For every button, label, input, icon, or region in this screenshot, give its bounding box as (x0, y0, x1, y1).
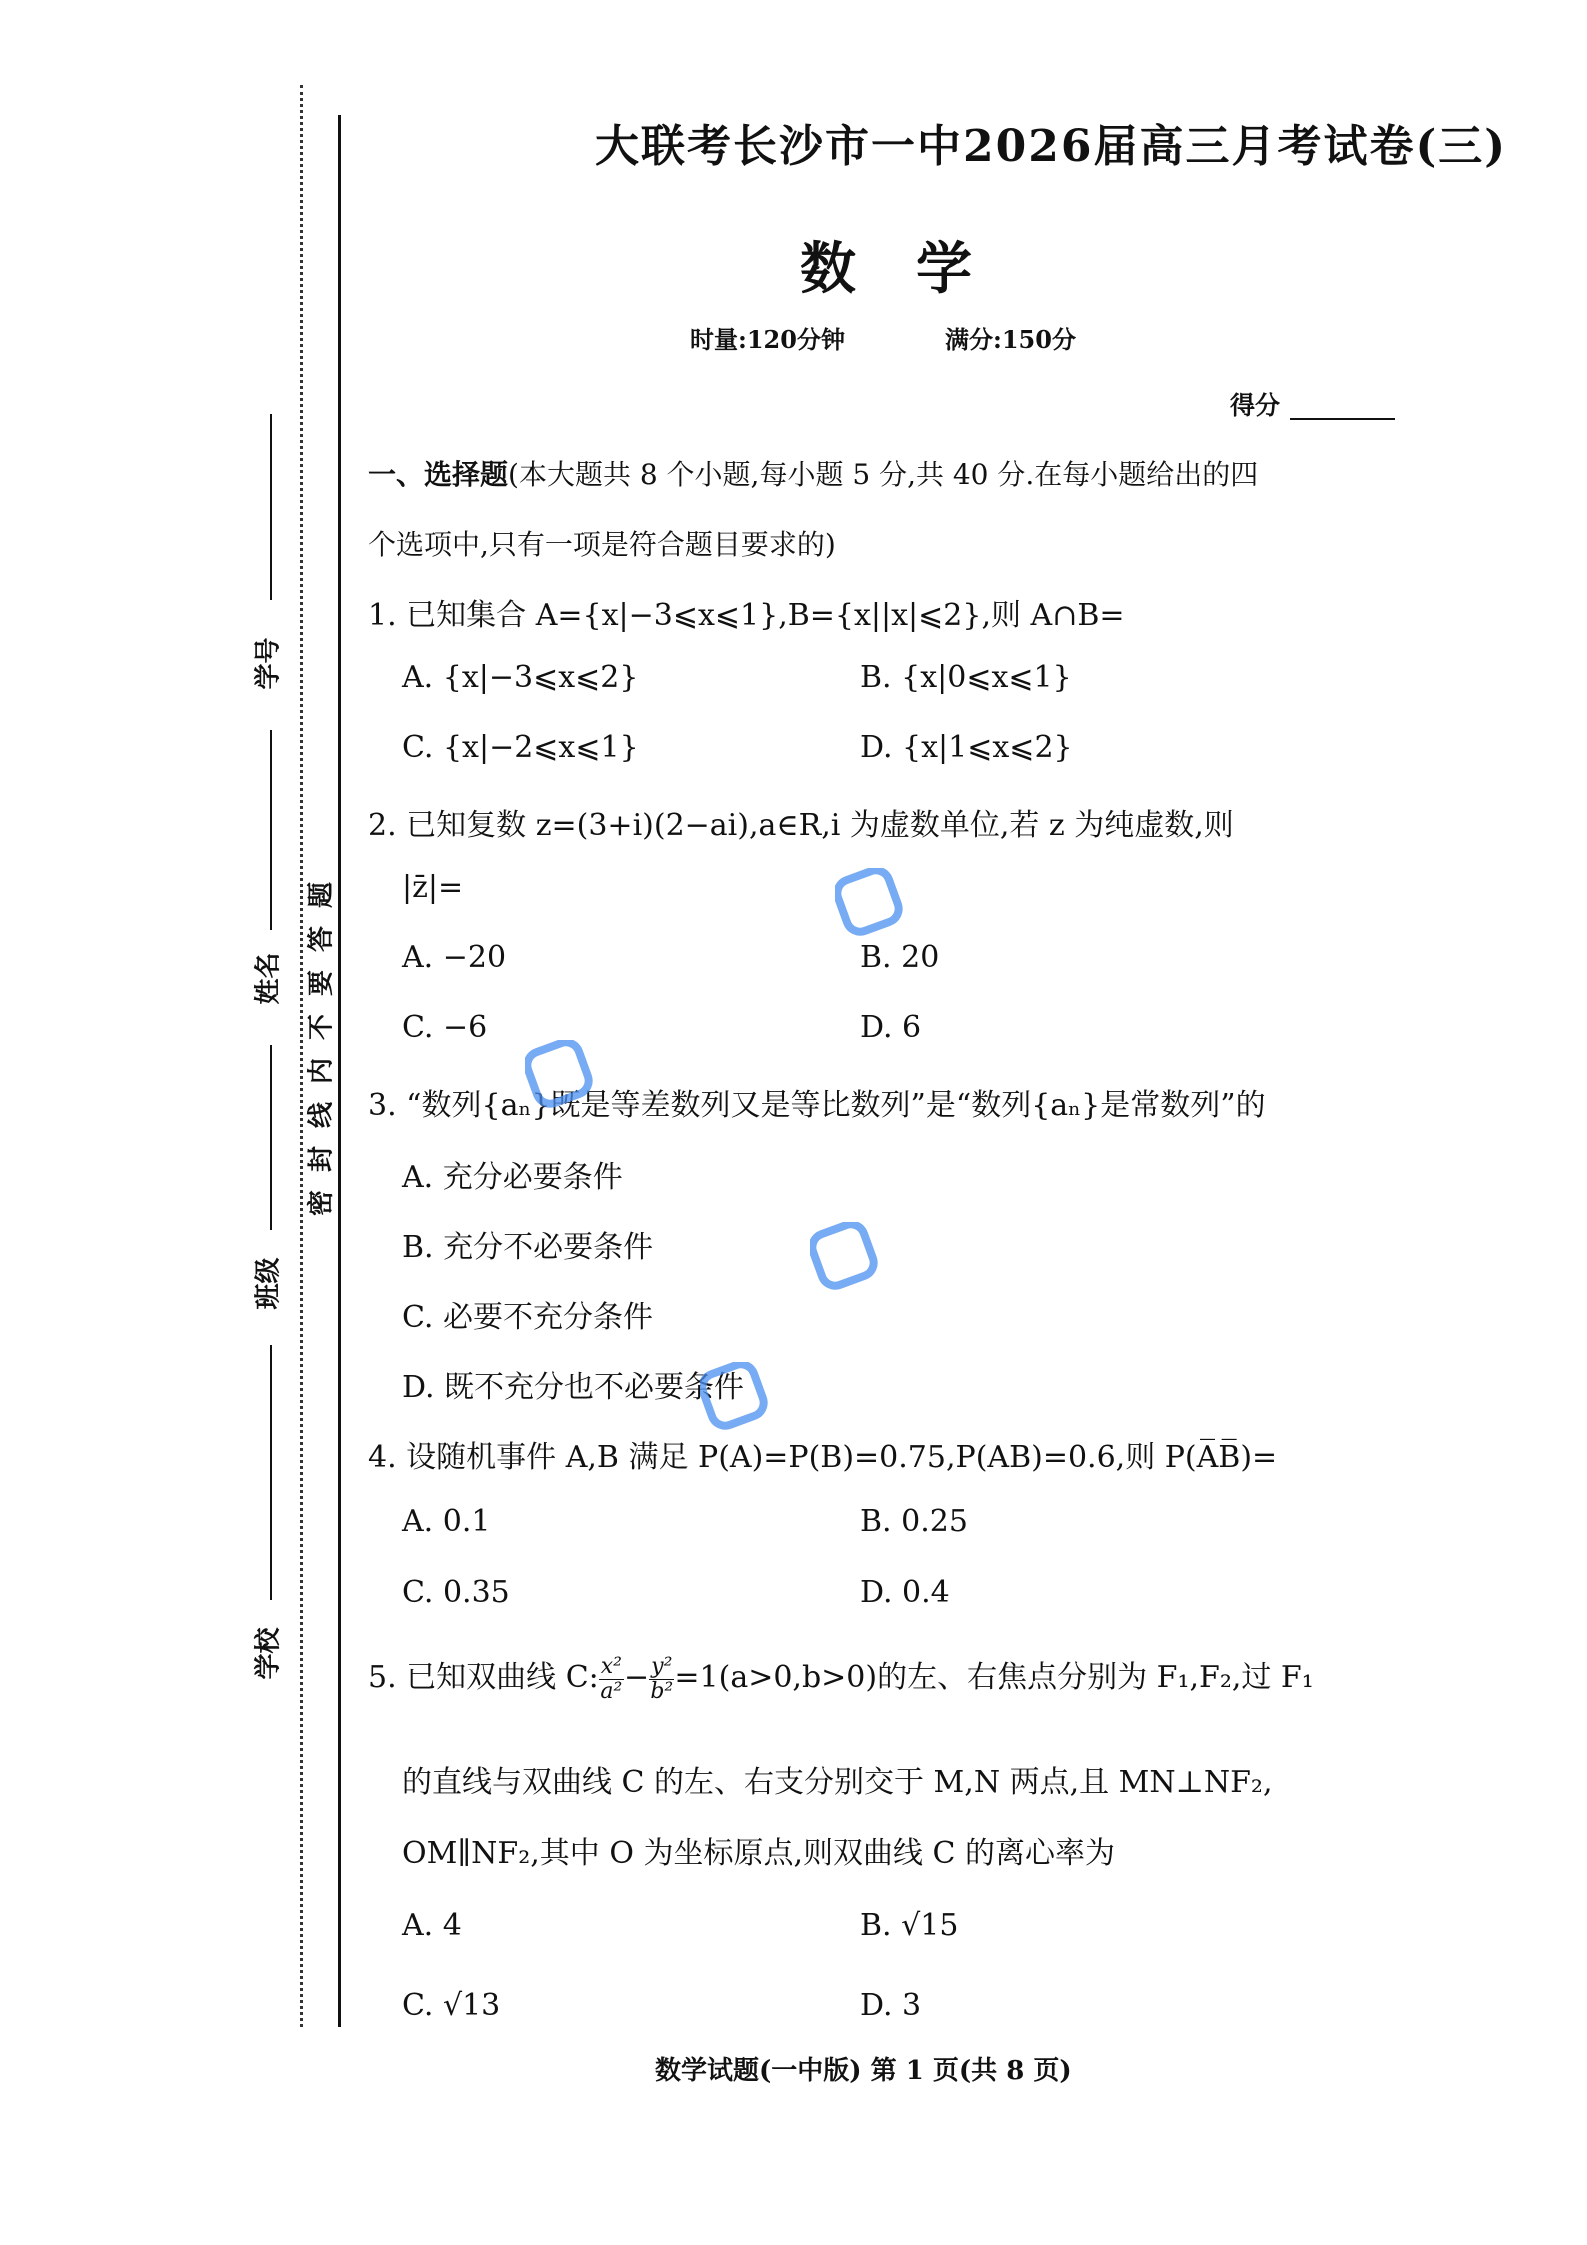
question-5-option-a: A. 4 (402, 1908, 462, 1943)
question-1-option-d: D. {x|1⩽x⩽2} (860, 730, 1073, 765)
fraction-y2-b2 (649, 1655, 674, 1702)
fraction-numerator: y² (651, 1654, 673, 1680)
question-3-option-c: C. 必要不充分条件 (402, 1300, 653, 1335)
question-2-option-b: B. 20 (860, 940, 940, 975)
question-5-stem (368, 1652, 1314, 1703)
question-4-stem: 4. 设随机事件 A,B 满足 P(A)=P(B)=0.75,P(AB)=0.6,则 P(A̅B̅)= (368, 1440, 1278, 1475)
watermark-logo-icon (700, 1362, 770, 1432)
fraction-denominator: a² (600, 1678, 623, 1704)
student-no-label: 学号 (253, 637, 284, 690)
full-score: 满分:150分 (945, 325, 1076, 354)
page-footer: 数学试题(一中版) 第 1 页(共 8 页) (655, 2056, 1072, 2086)
question-3-stem: 3. “数列{aₙ}既是等差数列又是等比数列”是“数列{aₙ}是常数列”的 (368, 1088, 1266, 1123)
question-4-option-a: A. 0.1 (402, 1504, 491, 1539)
watermark-logo-icon (810, 1222, 880, 1292)
score-blank[interactable] (1290, 418, 1395, 420)
question-2-option-d: D. 6 (860, 1010, 922, 1045)
school-blank[interactable] (270, 1345, 272, 1600)
question-1-option-b: B. {x|0⩽x⩽1} (860, 660, 1072, 695)
question-2-stem-2: |z̄|= (402, 870, 464, 905)
question-5-suffix: =1(a>0,b>0)的左、右焦点分别为 F₁,F₂,过 F₁ (674, 1660, 1314, 1695)
seal-notice: 密封线内不要答题 (306, 863, 337, 1217)
question-4-option-b: B. 0.25 (860, 1504, 968, 1539)
question-2-option-a: A. −20 (402, 940, 507, 975)
name-label: 姓名 (253, 952, 284, 1005)
school-label: 学校 (253, 1627, 284, 1680)
section-desc: (本大题共 8 个小题,每小题 5 分,共 40 分.在每小题给出的四 (508, 458, 1259, 491)
question-3-option-b: B. 充分不必要条件 (402, 1230, 654, 1265)
question-2-option-c: C. −6 (402, 1010, 488, 1045)
question-1-option-a: A. {x|−3⩽x⩽2} (402, 660, 639, 695)
exam-title: 大联考长沙市一中2026届高三月考试卷(三) (595, 121, 1508, 172)
time-limit: 时量:120分钟 (690, 325, 845, 354)
question-5-option-b: B. √15 (860, 1908, 959, 1943)
question-2-stem: 2. 已知复数 z=(3+i)(2−ai),a∈R,i 为虚数单位,若 z 为纯虚数,则 (368, 808, 1234, 843)
question-3-option-d: D. 既不充分也不必要条件 (402, 1370, 745, 1405)
section-heading (368, 453, 1258, 493)
subject-title: 数学 (800, 236, 1032, 302)
class-blank[interactable] (270, 1045, 272, 1230)
question-3-option-a: A. 充分必要条件 (402, 1160, 623, 1195)
seal-line (338, 115, 341, 2027)
fraction-numerator: x² (600, 1654, 622, 1680)
question-1-stem: 1. 已知集合 A={x|−3⩽x⩽1},B={x||x|⩽2},则 A∩B= (368, 598, 1125, 633)
question-5-stem-3: OM∥NF₂,其中 O 为坐标原点,则双曲线 C 的离心率为 (402, 1836, 1116, 1871)
student-no-blank[interactable] (270, 414, 272, 600)
watermark-logo-icon (525, 1040, 595, 1110)
section-desc-2: 个选项中,只有一项是符合题目要求的) (368, 528, 836, 561)
fraction-x2-a2 (599, 1655, 624, 1702)
name-blank[interactable] (270, 730, 272, 930)
question-5-prefix: 5. 已知双曲线 C: (368, 1660, 599, 1695)
fraction-denominator: b² (650, 1678, 674, 1704)
question-5-option-c: C. √13 (402, 1988, 501, 2023)
question-5-stem-2: 的直线与双曲线 C 的左、右支分别交于 M,N 两点,且 MN⊥NF₂, (402, 1765, 1273, 1800)
watermark-logo-icon (835, 868, 905, 938)
question-1-option-c: C. {x|−2⩽x⩽1} (402, 730, 639, 765)
class-label: 班级 (253, 1257, 284, 1310)
question-4-option-d: D. 0.4 (860, 1575, 950, 1610)
minus-sign: − (624, 1660, 650, 1695)
question-4-option-c: C. 0.35 (402, 1575, 510, 1610)
score-label: 得分 (1230, 391, 1281, 420)
section-title: 一、选择题 (368, 458, 509, 491)
question-5-option-d: D. 3 (860, 1988, 922, 2023)
